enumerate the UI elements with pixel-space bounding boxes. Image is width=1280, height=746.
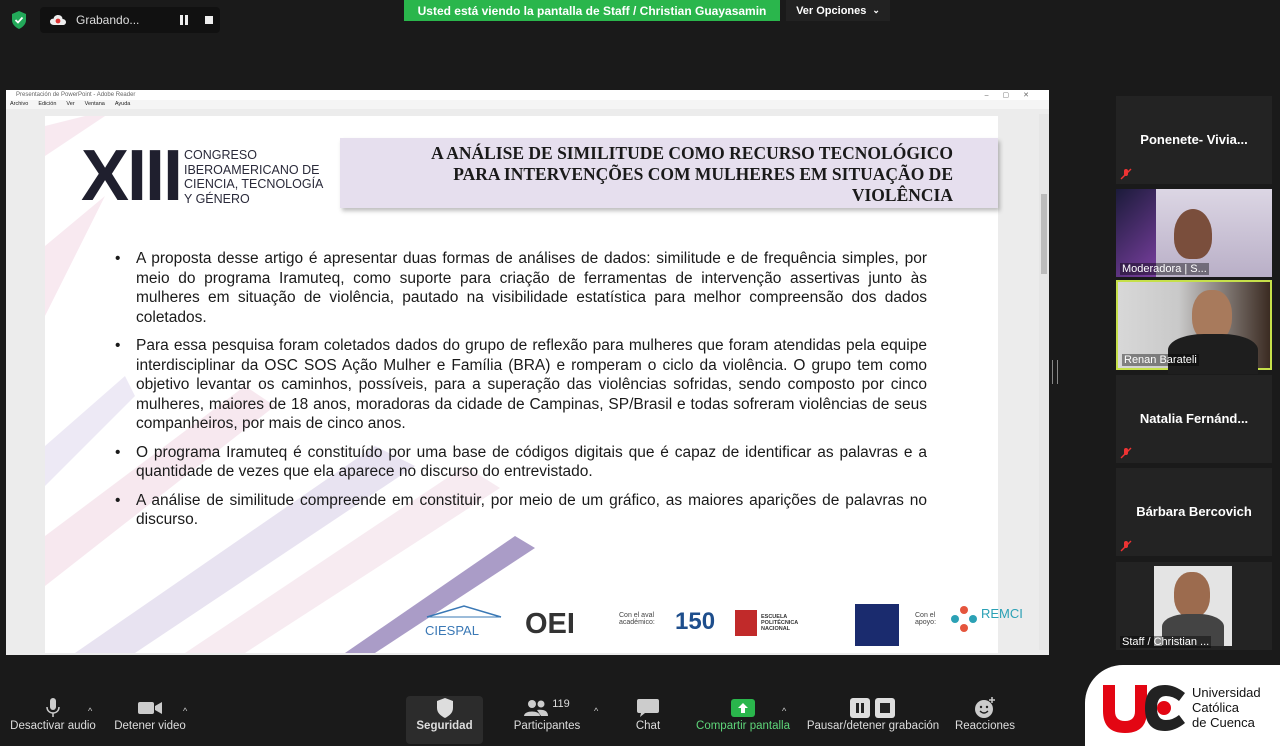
bullet-item: • Para essa pesquisa foram coletados dados do grupo de reflexão para mulheres que foram atendidas pela equipe interdisciplinar da OSC SOS Ação Mulher e Família (BRA) e romperam o ciclo da violência. O grupo tem como objetivo levantar os caminhos, possíveis, para a superação das violências sofridas, sendo composto por cinco mulheres, maiores de 18 anos, moradoras da cidade de Campinas, SP/Brasil e todas sofreram violências de seus companheiros, por mais de cinco anos.: [115, 336, 927, 434]
view-options-button[interactable]: [786, 0, 890, 21]
muted-mic-icon: [1120, 168, 1132, 180]
congress-line: IBEROAMERICANO DE: [184, 162, 320, 177]
smiley-plus-icon: [974, 697, 996, 719]
bullet-item: • A análise de similitude compreende em constituir, por meio de um gráfico, as maiores aparições de palavras no discurso.: [115, 491, 927, 530]
stop-video-label: Detener video: [114, 720, 186, 732]
remci-logo: REMCI: [949, 604, 979, 639]
title-line: A ANÁLISE DE SIMILITUDE COMO RECURSO TECNOLÓGICO: [431, 143, 953, 163]
oei-logo: OEI: [525, 608, 575, 640]
participants-label: Participantes: [513, 720, 581, 732]
aval-label: Con el aval académico:: [619, 612, 655, 626]
menu-item[interactable]: Ayuda: [114, 101, 131, 107]
participant-name: Bárbara Bercovich: [1136, 504, 1252, 519]
apoyo-label: Con el apoyo:: [915, 612, 937, 626]
bullet-item: • O programa Iramuteq é constituído por uma base de códigos digitais que é capaz de identificar as palavras e a quantidade de vezes que ela aparece no discurso do entrevistado.: [115, 443, 927, 482]
participant-tile[interactable]: [1116, 562, 1272, 650]
chevron-down-icon: ⌄: [872, 5, 880, 15]
menu-item[interactable]: Ventana: [84, 101, 105, 107]
slide-title: [340, 138, 998, 206]
participant-tile[interactable]: [1116, 96, 1272, 184]
menu-item[interactable]: Edición: [38, 101, 57, 107]
slide-title-box: [340, 138, 998, 208]
participants-count: 119: [552, 698, 570, 710]
congress-logo-numeral: XIII: [81, 136, 182, 216]
ciespal-logo: CIESPAL: [425, 604, 503, 634]
cloud-record-icon: [50, 14, 66, 26]
stop-icon[interactable]: [205, 16, 213, 24]
share-screen-icon: [731, 699, 755, 717]
congress-line: Y GÉNERO: [184, 191, 250, 206]
ucc-logo-icon: [1101, 683, 1187, 733]
shield-icon: [11, 11, 27, 29]
cts-lab-logo: [855, 604, 899, 646]
university-branding: [1085, 665, 1280, 746]
participant-tile-active[interactable]: [1116, 280, 1272, 370]
avatar: [1174, 572, 1210, 618]
chat-label: Chat: [635, 720, 661, 732]
security-label: Seguridad: [416, 720, 473, 732]
congress-line: CONGRESO: [184, 148, 257, 162]
mute-audio-button[interactable]: [8, 696, 98, 732]
view-options-label: Ver Opciones: [796, 4, 867, 17]
window-menu-bar: [6, 100, 1049, 109]
window-controls[interactable]: –▢✕: [984, 92, 1043, 99]
share-screen-label: Compartir pantalla: [696, 720, 790, 732]
shared-screen-window: [6, 90, 1049, 655]
participant-name: Staff / Christian ...: [1122, 636, 1210, 648]
chat-button[interactable]: [625, 696, 671, 732]
scrollbar[interactable]: [1039, 114, 1049, 650]
share-options-caret[interactable]: ^: [782, 706, 787, 716]
pause-stop-record-icon: [850, 698, 896, 718]
record-label: Pausar/detener grabación: [806, 720, 940, 732]
people-icon: [524, 699, 550, 717]
avatar: [1174, 209, 1212, 259]
record-button[interactable]: [803, 696, 943, 732]
recording-label: Grabando...: [76, 13, 140, 27]
pause-icon[interactable]: [179, 15, 189, 25]
participant-tile[interactable]: [1116, 189, 1272, 277]
recording-indicator[interactable]: [40, 7, 220, 33]
video-options-caret[interactable]: ^: [183, 706, 188, 716]
mute-audio-label: Desactivar audio: [10, 720, 96, 732]
university-name-line: Universidad: [1192, 685, 1261, 700]
participants-button[interactable]: [505, 696, 589, 732]
share-screen-button[interactable]: [692, 696, 794, 732]
congress-name: [184, 148, 323, 206]
reactions-label: Reacciones: [954, 720, 1016, 732]
panel-resize-handle[interactable]: [1052, 360, 1058, 384]
bullet-list: [115, 249, 927, 539]
reactions-button[interactable]: [950, 696, 1020, 732]
security-button[interactable]: [406, 696, 483, 732]
150-logo: 150: [675, 608, 716, 635]
window-title: Presentación de PowerPoint - Adobe Reader: [6, 90, 1049, 100]
chat-bubble-icon: [637, 699, 659, 717]
university-name: [1192, 685, 1261, 730]
title-line: VIOLÊNCIA: [851, 185, 953, 205]
menu-item[interactable]: Ver: [66, 101, 75, 107]
title-line: PARA INTERVENÇÕES COM MULHERES EM SITUAÇÃO DE: [453, 164, 953, 184]
menu-item[interactable]: Archivo: [10, 101, 29, 107]
audio-options-caret[interactable]: ^: [88, 706, 93, 716]
viewing-screen-banner: Usted está viendo la pantalla de Staff / Christian Guayasamin: [404, 0, 780, 21]
participants-options-caret[interactable]: ^: [594, 706, 599, 716]
participant-tile[interactable]: [1116, 468, 1272, 556]
stop-video-button[interactable]: [110, 696, 190, 732]
participant-name: Moderadora | S...: [1122, 263, 1207, 275]
university-name-line: Católica: [1192, 700, 1239, 715]
congress-line: CIENCIA, TECNOLOGÍA: [184, 177, 324, 191]
sponsor-logos: CIESPAL OEI Con el aval académico: 150 ESCUELA POLITÉCNICA NACIONAL Con el apoyo: REMCI: [425, 604, 995, 644]
muted-mic-icon: [1120, 447, 1132, 459]
microphone-icon: [46, 698, 60, 718]
bullet-item: • A proposta desse artigo é apresentar duas formas de análises de dados: similitude e de frequência simples, por meio do programa Iramuteq, como suporte para criação de ferramentas de intervenção assertivas junto às mulheres em situação de violência, pautado na visibilidade estatística para melhor compreensão dos dados coletados.: [115, 249, 927, 327]
muted-mic-icon: [1120, 540, 1132, 552]
shield-security-icon: [436, 698, 454, 718]
participant-name: Renan Barateli: [1124, 354, 1197, 366]
university-name-line: de Cuenca: [1192, 715, 1255, 730]
participant-name: Natalia Fernánd...: [1139, 411, 1249, 426]
video-camera-icon: [138, 700, 162, 716]
participant-tile[interactable]: [1116, 375, 1272, 463]
scrollbar-thumb[interactable]: [1041, 194, 1047, 274]
participant-name: Ponenete- Vivia...: [1140, 132, 1248, 147]
presentation-slide: [45, 116, 1023, 653]
